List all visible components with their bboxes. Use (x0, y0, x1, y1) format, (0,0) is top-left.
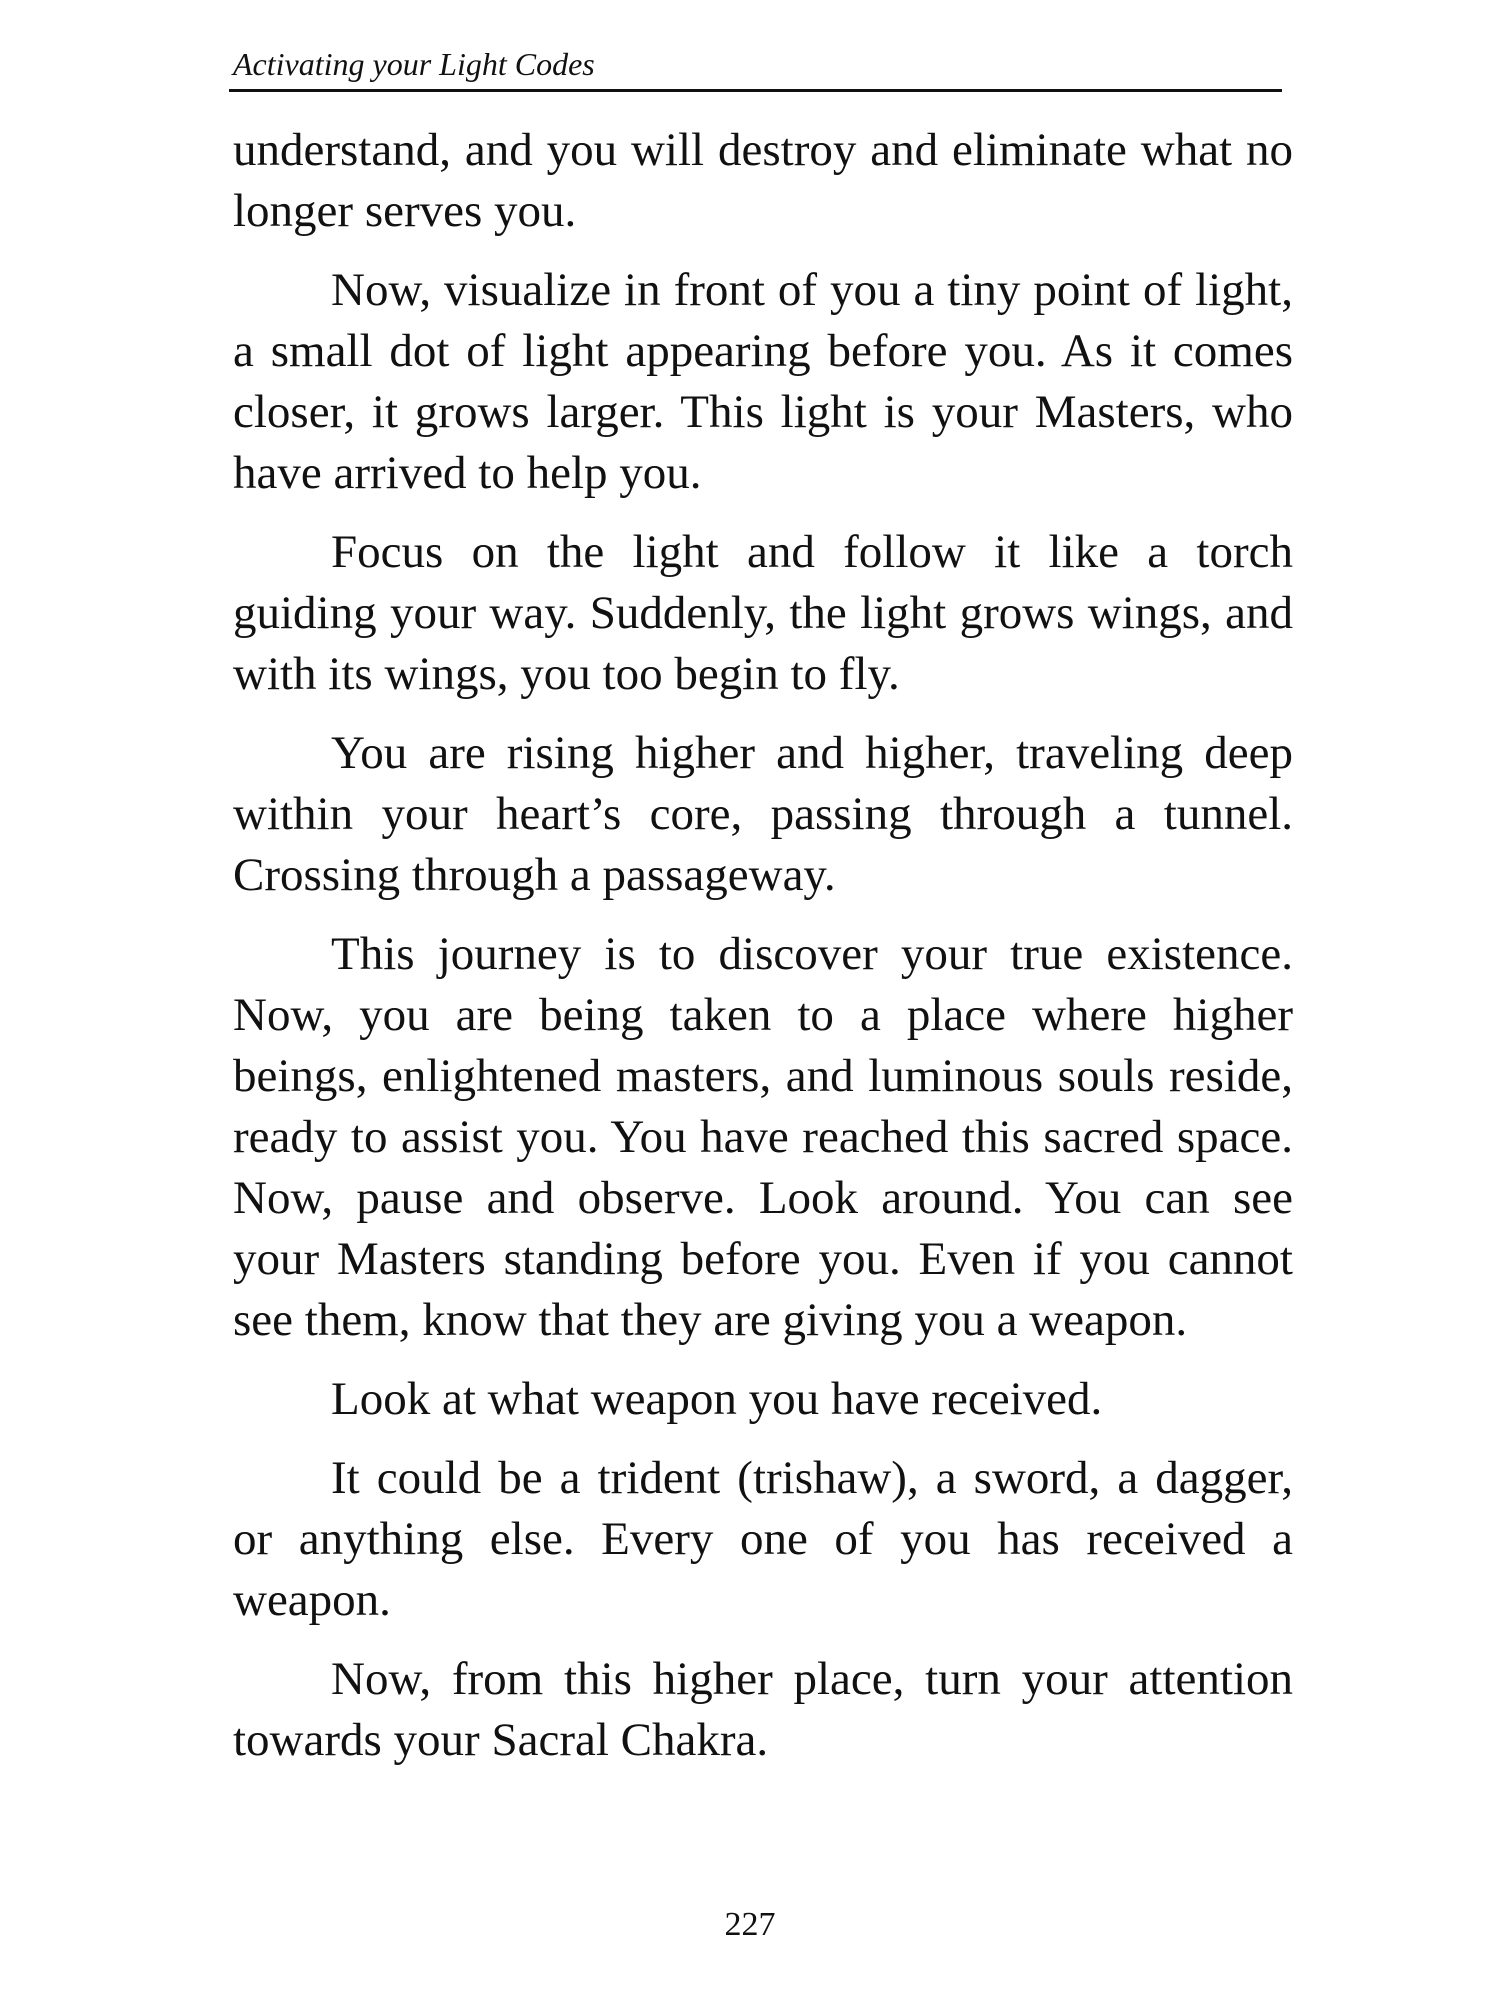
paragraph-journey: This journey is to discover your true existence. Now, you are being taken to a place where higher beings, enlightened masters, and luminous souls reside, ready to assist you. You have reached this sacred space. Now, pause and observe. Look around. You can see your Masters standing before you. Even if you cannot see them, know that they are giving you a weapon. (233, 928, 1293, 1346)
body-text (233, 120, 1293, 1789)
paragraph-trident: It could be a trident (trishaw), a sword, a dagger, or anything else. Every one of you has received a weapon. (233, 1452, 1293, 1626)
paragraph-rising-higher: You are rising higher and higher, traveling deep within your heart’s core, passing through a tunnel. Crossing through a passageway. (233, 727, 1293, 901)
page-number: 227 (724, 1906, 776, 1943)
paragraph-continuation: understand, and you will destroy and eliminate what no longer serves you. (233, 124, 1293, 237)
paragraph-look-at-weapon: Look at what weapon you have received. (331, 1373, 1103, 1425)
header-rule (229, 89, 1282, 92)
running-head-title: Activating your Light Codes (233, 46, 595, 82)
paragraph-visualize-light: Now, visualize in front of you a tiny point of light, a small dot of light appearing before you. As it comes closer, it grows larger. This light is your Masters, who have arrived to help you. (233, 264, 1293, 499)
paragraph-sacral-chakra: Now, from this higher place, turn your attention towards your Sacral Chakra. (233, 1653, 1293, 1766)
paragraph-follow-light: Focus on the light and follow it like a torch guiding your way. Suddenly, the light grows wings, and with its wings, you too begin to fly. (233, 526, 1293, 700)
